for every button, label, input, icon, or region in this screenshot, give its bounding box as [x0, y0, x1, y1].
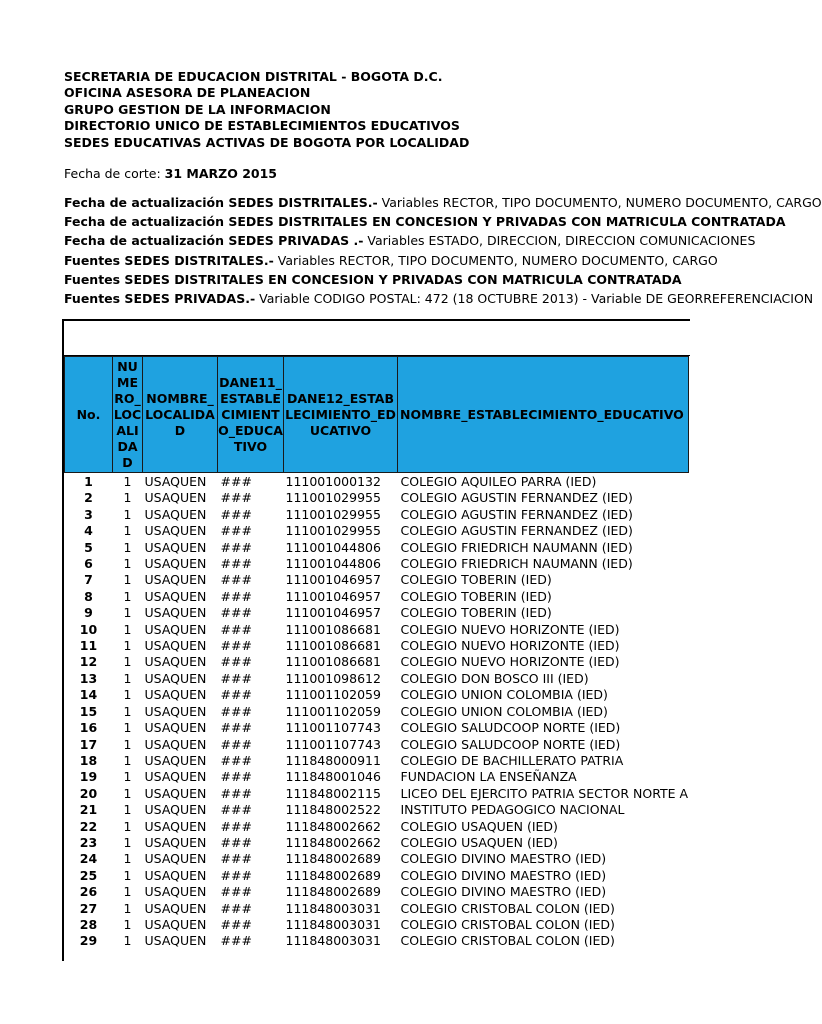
localidad-name-cell: USAQUEN [144, 703, 207, 719]
row-number-cell: 14 [79, 687, 98, 703]
table-row [65, 490, 689, 506]
dane11-cell: ### [220, 605, 252, 621]
dane12-cell: 111001098612 [285, 670, 381, 686]
table-row [65, 753, 689, 769]
localidad-number-cell: 1 [123, 900, 132, 916]
column-header-dane11: DANE11_ ESTABLE CIMIENT O_EDUCA TIVO [218, 357, 284, 473]
table-row [65, 540, 689, 556]
dane11-cell: ### [220, 490, 252, 506]
row-number-cell: 7 [84, 572, 93, 588]
column-header-nombre-establecimiento: NOMBRE_ESTABLECIMIENTO_EDUCATIVO [398, 357, 689, 473]
localidad-number-cell: 1 [123, 687, 132, 703]
school-name-cell: COLEGIO AGUSTIN FERNANDEZ (IED) [400, 490, 633, 506]
localidad-name-cell: USAQUEN [144, 556, 207, 572]
dane12-cell: 111001086681 [285, 621, 381, 637]
dane12-cell: 111848002522 [285, 802, 381, 818]
dane11-cell: ### [220, 670, 252, 686]
localidad-number-cell: 1 [123, 720, 132, 736]
localidad-number-cell: 1 [123, 703, 132, 719]
localidad-number-cell: 1 [123, 851, 132, 867]
school-name-cell: COLEGIO TOBERIN (IED) [400, 605, 552, 621]
schools-table-frame [62, 319, 690, 961]
row-number-cell: 3 [84, 506, 93, 522]
localidad-name-cell: USAQUEN [144, 638, 207, 654]
row-number-cell: 20 [79, 785, 98, 801]
update-note-text: Variables RECTOR, TIPO DOCUMENTO, NUMERO DOCUMENTO, CARGO [377, 195, 822, 210]
row-number-cell: 1 [84, 474, 93, 489]
dane12-cell: 111001086681 [285, 654, 381, 670]
row-number-cell: 6 [84, 556, 93, 572]
school-name-cell: COLEGIO USAQUEN (IED) [400, 834, 558, 850]
table-row [65, 835, 689, 851]
row-number-cell: 4 [84, 523, 93, 539]
dane11-cell: ### [220, 638, 252, 654]
dane11-cell: ### [220, 867, 252, 883]
localidad-number-cell: 1 [123, 670, 132, 686]
table-row [65, 901, 689, 917]
dane11-cell: ### [220, 703, 252, 719]
update-note [64, 193, 822, 212]
school-name-cell: COLEGIO AQUILEO PARRA (IED) [400, 474, 597, 489]
dane12-cell: 111001102059 [285, 687, 381, 703]
row-number-cell: 16 [79, 720, 98, 736]
table-row [65, 638, 689, 654]
table-row [65, 622, 689, 638]
localidad-name-cell: USAQUEN [144, 572, 207, 588]
table-body [65, 473, 689, 950]
localidad-number-cell: 1 [123, 752, 132, 768]
localidad-name-cell: USAQUEN [144, 884, 207, 900]
localidad-number-cell: 1 [123, 867, 132, 883]
localidad-name-cell: USAQUEN [144, 588, 207, 604]
localidad-name-cell: USAQUEN [144, 474, 207, 489]
dane12-cell: 111848003031 [285, 933, 381, 949]
table-row [65, 572, 689, 588]
update-note [64, 231, 756, 250]
school-name-cell: COLEGIO TOBERIN (IED) [400, 572, 552, 588]
localidad-number-cell: 1 [123, 884, 132, 900]
table-row [65, 884, 689, 900]
school-name-cell: FUNDACION LA ENSEÑANZA [400, 769, 577, 785]
dane11-cell: ### [220, 539, 252, 555]
dane11-cell: ### [220, 736, 252, 752]
dane12-cell: 111848002689 [285, 884, 381, 900]
column-header-nombre-localidad: NOMBRE_ LOCALIDA D [143, 357, 218, 473]
row-number-cell: 24 [79, 851, 98, 867]
school-name-cell: COLEGIO SALUDCOOP NORTE (IED) [400, 736, 621, 752]
dane12-cell: 111848002662 [285, 818, 381, 834]
localidad-number-cell: 1 [123, 834, 132, 850]
localidad-name-cell: USAQUEN [144, 621, 207, 637]
row-number-cell: 23 [79, 834, 98, 850]
row-number-cell: 22 [79, 818, 98, 834]
row-number-cell: 8 [84, 588, 93, 604]
row-number-cell: 5 [84, 539, 93, 555]
table-row [65, 802, 689, 818]
table-row [65, 605, 689, 621]
school-name-cell: COLEGIO UNION COLOMBIA (IED) [400, 703, 608, 719]
row-number-cell: 9 [84, 605, 93, 621]
source-note [64, 270, 687, 289]
row-number-cell: 10 [79, 621, 98, 637]
dane11-cell: ### [220, 802, 252, 818]
school-name-cell: COLEGIO FRIEDRICH NAUMANN (IED) [400, 539, 633, 555]
localidad-name-cell: USAQUEN [144, 523, 207, 539]
column-header-numero-localidad: NUME RO_ LOC ALI DA D [113, 357, 143, 473]
row-number-cell: 18 [79, 752, 98, 768]
localidad-number-cell: 1 [123, 490, 132, 506]
table-row [65, 720, 689, 736]
row-number-cell: 21 [79, 802, 98, 818]
localidad-name-cell: USAQUEN [144, 506, 207, 522]
localidad-name-cell: USAQUEN [144, 605, 207, 621]
dane11-cell: ### [220, 621, 252, 637]
table-row [65, 769, 689, 785]
school-name-cell: INSTITUTO PEDAGOGICO NACIONAL [400, 802, 625, 818]
dane12-cell: 111001107743 [285, 720, 381, 736]
dane12-cell: 111001029955 [285, 523, 381, 539]
update-notes [64, 193, 822, 250]
dane12-cell: 111001044806 [285, 539, 381, 555]
dane12-cell: 111848002689 [285, 851, 381, 867]
dane12-cell: 111001086681 [285, 638, 381, 654]
cutoff-date [64, 166, 277, 181]
row-number-cell: 15 [79, 703, 98, 719]
localidad-number-cell: 1 [123, 588, 132, 604]
localidad-number-cell: 1 [123, 474, 132, 489]
source-note-text: Variables RECTOR, TIPO DOCUMENTO, NUMERO DOCUMENTO, CARGO [273, 253, 718, 268]
dane11-cell: ### [220, 654, 252, 670]
localidad-name-cell: USAQUEN [144, 834, 207, 850]
dane11-cell: ### [220, 752, 252, 768]
schools-table [64, 356, 689, 950]
table-row [65, 851, 689, 867]
source-note-text: Variable CODIGO POSTAL: 472 (18 OCTUBRE 2013) - Variable DE GEORREFERENCIACION [255, 291, 814, 306]
localidad-name-cell: USAQUEN [144, 736, 207, 752]
school-name-cell: COLEGIO AGUSTIN FERNANDEZ (IED) [400, 523, 633, 539]
table-row [65, 523, 689, 539]
localidad-number-cell: 1 [123, 506, 132, 522]
row-number-cell: 17 [79, 736, 98, 752]
localidad-name-cell: USAQUEN [144, 687, 207, 703]
localidad-number-cell: 1 [123, 769, 132, 785]
localidad-name-cell: USAQUEN [144, 851, 207, 867]
dane11-cell: ### [220, 851, 252, 867]
localidad-name-cell: USAQUEN [144, 900, 207, 916]
school-name-cell: COLEGIO SALUDCOOP NORTE (IED) [400, 720, 621, 736]
update-note-key: Fecha de actualización SEDES DISTRITALES EN CONCESION Y PRIVADAS CON MATRICULA CONTRATADA [64, 214, 786, 229]
localidad-number-cell: 1 [123, 638, 132, 654]
school-name-cell: COLEGIO DIVINO MAESTRO (IED) [400, 867, 607, 883]
localidad-number-cell: 1 [123, 654, 132, 670]
school-name-cell: COLEGIO CRISTOBAL COLON (IED) [400, 933, 615, 949]
row-number-cell: 11 [79, 638, 98, 654]
row-number-cell: 29 [79, 933, 98, 949]
row-number-cell: 27 [79, 900, 98, 916]
dane11-cell: ### [220, 769, 252, 785]
school-name-cell: LICEO DEL EJERCITO PATRIA SECTOR NORTE A [400, 785, 689, 801]
dane11-cell: ### [220, 720, 252, 736]
dane12-cell: 111001046957 [285, 605, 381, 621]
school-name-cell: COLEGIO CRISTOBAL COLON (IED) [400, 900, 615, 916]
dane12-cell: 111001000132 [285, 474, 381, 489]
dane11-cell: ### [220, 572, 252, 588]
cutoff-date-label: Fecha de corte: [64, 166, 165, 181]
localidad-number-cell: 1 [123, 572, 132, 588]
localidad-number-cell: 1 [123, 556, 132, 572]
source-note-key: Fuentes SEDES DISTRITALES EN CONCESION Y PRIVADAS CON MATRICULA CONTRATADA [64, 272, 682, 287]
localidad-number-cell: 1 [123, 916, 132, 932]
school-name-cell: COLEGIO CRISTOBAL COLON (IED) [400, 916, 615, 932]
table-row [65, 819, 689, 835]
dane11-cell: ### [220, 506, 252, 522]
school-name-cell: COLEGIO UNION COLOMBIA (IED) [400, 687, 608, 703]
dane12-cell: 111848003031 [285, 916, 381, 932]
dane12-cell: 111848000911 [285, 752, 381, 768]
localidad-name-cell: USAQUEN [144, 720, 207, 736]
dane12-cell: 111848002662 [285, 834, 381, 850]
table-row [65, 868, 689, 884]
dane12-cell: 111848003031 [285, 900, 381, 916]
localidad-number-cell: 1 [123, 818, 132, 834]
source-note-key: Fuentes SEDES DISTRITALES.- [64, 253, 274, 268]
row-number-cell: 25 [79, 867, 98, 883]
table-row [65, 654, 689, 670]
school-name-cell: COLEGIO NUEVO HORIZONTE (IED) [400, 621, 620, 637]
localidad-name-cell: USAQUEN [144, 490, 207, 506]
school-name-cell: COLEGIO DE BACHILLERATO PATRIA [400, 752, 624, 768]
table-header-row [65, 357, 689, 473]
table-row [65, 786, 689, 802]
update-note-key: Fecha de actualización SEDES PRIVADAS .- [64, 233, 364, 248]
localidad-number-cell: 1 [123, 523, 132, 539]
table-row [65, 687, 689, 703]
dane11-cell: ### [220, 556, 252, 572]
dane12-cell: 111001102059 [285, 703, 381, 719]
table-row [65, 473, 689, 491]
school-name-cell: COLEGIO DIVINO MAESTRO (IED) [400, 851, 607, 867]
school-name-cell: COLEGIO NUEVO HORIZONTE (IED) [400, 654, 620, 670]
dane12-cell: 111001046957 [285, 572, 381, 588]
school-name-cell: COLEGIO FRIEDRICH NAUMANN (IED) [400, 556, 633, 572]
localidad-name-cell: USAQUEN [144, 785, 207, 801]
table-row [65, 704, 689, 720]
dane12-cell: 111001044806 [285, 556, 381, 572]
update-note-key: Fecha de actualización SEDES DISTRITALES.- [64, 195, 378, 210]
table-row [65, 933, 689, 949]
localidad-number-cell: 1 [123, 802, 132, 818]
cutoff-date-value: 31 MARZO 2015 [164, 166, 277, 181]
dane12-cell: 111001046957 [285, 588, 381, 604]
dane11-cell: ### [220, 523, 252, 539]
header-line: GRUPO GESTION DE LA INFORMACION [64, 101, 331, 117]
localidad-name-cell: USAQUEN [144, 818, 207, 834]
row-number-cell: 19 [79, 769, 98, 785]
localidad-name-cell: USAQUEN [144, 867, 207, 883]
column-header-dane12: DANE12_ESTAB LECIMIENTO_ED UCATIVO [284, 357, 398, 473]
dane12-cell: 111848002689 [285, 867, 381, 883]
source-notes [64, 251, 814, 308]
dane11-cell: ### [220, 900, 252, 916]
localidad-number-cell: 1 [123, 539, 132, 555]
table-row [65, 556, 689, 572]
update-note-text: Variables ESTADO, DIRECCION, DIRECCION COMUNICACIONES [363, 233, 756, 248]
dane11-cell: ### [220, 916, 252, 932]
localidad-name-cell: USAQUEN [144, 539, 207, 555]
header-line: SEDES EDUCATIVAS ACTIVAS DE BOGOTA POR LOCALIDAD [64, 134, 470, 150]
dane12-cell: 111001029955 [285, 506, 381, 522]
localidad-name-cell: USAQUEN [144, 670, 207, 686]
column-header-no: No. [65, 357, 113, 473]
dane11-cell: ### [220, 933, 252, 949]
dane12-cell: 111848002115 [285, 785, 381, 801]
localidad-number-cell: 1 [123, 621, 132, 637]
school-name-cell: COLEGIO AGUSTIN FERNANDEZ (IED) [400, 506, 633, 522]
school-name-cell: COLEGIO TOBERIN (IED) [400, 588, 552, 604]
source-note-key: Fuentes SEDES PRIVADAS.- [64, 291, 256, 306]
dane12-cell: 111001029955 [285, 490, 381, 506]
localidad-name-cell: USAQUEN [144, 654, 207, 670]
dane11-cell: ### [220, 474, 252, 489]
row-number-cell: 12 [79, 654, 98, 670]
localidad-name-cell: USAQUEN [144, 752, 207, 768]
header-line: DIRECTORIO UNICO DE ESTABLECIMIENTOS EDUCATIVOS [64, 118, 460, 134]
dane11-cell: ### [220, 834, 252, 850]
table-top-band [64, 321, 690, 356]
localidad-number-cell: 1 [123, 785, 132, 801]
dane11-cell: ### [220, 785, 252, 801]
localidad-name-cell: USAQUEN [144, 769, 207, 785]
document-header [64, 69, 469, 151]
table-row [65, 737, 689, 753]
source-note [64, 289, 814, 308]
school-name-cell: COLEGIO USAQUEN (IED) [400, 818, 558, 834]
source-note [64, 251, 718, 270]
localidad-name-cell: USAQUEN [144, 802, 207, 818]
dane12-cell: 111001107743 [285, 736, 381, 752]
school-name-cell: COLEGIO NUEVO HORIZONTE (IED) [400, 638, 620, 654]
localidad-number-cell: 1 [123, 605, 132, 621]
row-number-cell: 28 [79, 916, 98, 932]
localidad-name-cell: USAQUEN [144, 916, 207, 932]
row-number-cell: 2 [84, 490, 93, 506]
school-name-cell: COLEGIO DIVINO MAESTRO (IED) [400, 884, 607, 900]
localidad-name-cell: USAQUEN [144, 933, 207, 949]
row-number-cell: 13 [79, 670, 98, 686]
table-row [65, 671, 689, 687]
dane12-cell: 111848001046 [285, 769, 381, 785]
update-note [64, 212, 786, 231]
row-number-cell: 26 [79, 884, 98, 900]
header-line: OFICINA ASESORA DE PLANEACION [64, 85, 311, 101]
dane11-cell: ### [220, 687, 252, 703]
table-row [65, 917, 689, 933]
dane11-cell: ### [220, 588, 252, 604]
dane11-cell: ### [220, 818, 252, 834]
dane11-cell: ### [220, 884, 252, 900]
header-line: SECRETARIA DE EDUCACION DISTRITAL - BOGOTA D.C. [64, 69, 443, 84]
table-row [65, 589, 689, 605]
localidad-number-cell: 1 [123, 736, 132, 752]
localidad-number-cell: 1 [123, 933, 132, 949]
table-row [65, 507, 689, 523]
school-name-cell: COLEGIO DON BOSCO III (IED) [400, 670, 589, 686]
